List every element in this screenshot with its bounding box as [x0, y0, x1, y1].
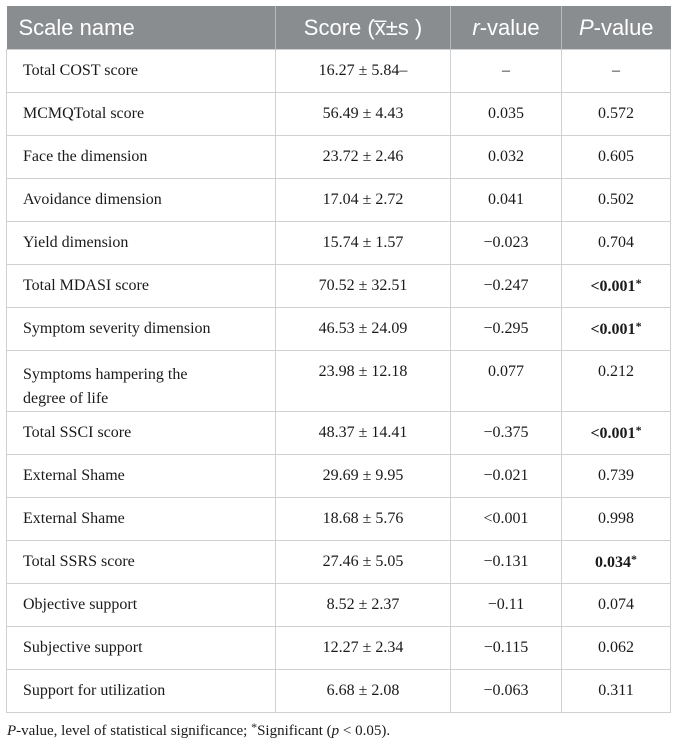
r-value-cell: 0.032 — [451, 136, 562, 179]
p-value-cell: 0.062 — [562, 627, 671, 670]
r-value-cell: −0.11 — [451, 584, 562, 627]
footnote-star: * — [251, 720, 258, 734]
scale-name-cell: MCMQTotal score — [7, 93, 276, 136]
score-cell: 16.27 ± 5.84– — [276, 50, 451, 93]
p-value-text: <0.001 — [590, 278, 636, 295]
p-value-cell: 0.704 — [562, 222, 671, 265]
table-row — [7, 627, 671, 670]
score-cell: 46.53 ± 24.09 — [276, 308, 451, 351]
r-value-cell: −0.247 — [451, 265, 562, 308]
significance-marker: * — [635, 319, 642, 333]
table-footnote — [6, 720, 670, 740]
footnote-p-symbol: P — [7, 723, 17, 739]
table-row — [7, 670, 671, 713]
r-value-cell: 0.077 — [451, 351, 562, 412]
score-cell: 23.72 ± 2.46 — [276, 136, 451, 179]
r-value-cell: 0.035 — [451, 93, 562, 136]
r-value-cell: −0.063 — [451, 670, 562, 713]
scale-name-cell: Face the dimension — [7, 136, 276, 179]
p-value-cell: 0.739 — [562, 455, 671, 498]
table-row — [7, 179, 671, 222]
table-row — [7, 222, 671, 265]
scale-name-cell — [7, 351, 276, 412]
significance-marker: * — [631, 552, 637, 566]
p-value-cell: 0.998 — [562, 498, 671, 541]
footnote-text-2: Significant ( — [257, 723, 332, 739]
r-value-cell: −0.131 — [451, 541, 562, 584]
score-cell: 48.37 ± 14.41 — [276, 412, 451, 455]
correlation-table — [6, 6, 671, 713]
table-row — [7, 455, 671, 498]
table-row — [7, 93, 671, 136]
scale-name-cell: Subjective support — [7, 627, 276, 670]
header-scale-name: Scale name — [7, 6, 276, 50]
scale-name-line-1: Symptoms hampering the — [23, 366, 188, 383]
score-cell: 17.04 ± 2.72 — [276, 179, 451, 222]
table-header-row — [7, 6, 671, 50]
r-value-cell: <0.001 — [451, 498, 562, 541]
p-value-cell — [562, 541, 671, 584]
scale-name-cell: Objective support — [7, 584, 276, 627]
p-value-cell: 0.572 — [562, 93, 671, 136]
r-value-cell: −0.023 — [451, 222, 562, 265]
scale-name-cell: Total SSRS score — [7, 541, 276, 584]
p-value-cell: 0.605 — [562, 136, 671, 179]
footnote-text-1: -value, level of statistical significance; — [16, 723, 252, 739]
r-value-cell: – — [451, 50, 562, 93]
scale-name-cell: Total MDASI score — [7, 265, 276, 308]
table-row — [7, 412, 671, 455]
r-value-cell: −0.115 — [451, 627, 562, 670]
scale-name-cell: Yield dimension — [7, 222, 276, 265]
p-value-cell: 0.502 — [562, 179, 671, 222]
p-value-cell: 0.212 — [562, 351, 671, 412]
table-row — [7, 351, 671, 412]
score-cell: 15.74 ± 1.57 — [276, 222, 451, 265]
table-row — [7, 50, 671, 93]
score-cell: 18.68 ± 5.76 — [276, 498, 451, 541]
p-value-text: <0.001 — [590, 321, 636, 338]
score-cell: 56.49 ± 4.43 — [276, 93, 451, 136]
header-r-suffix: -value — [479, 14, 540, 40]
p-value-cell — [562, 265, 671, 308]
scale-name-cell: Avoidance dimension — [7, 179, 276, 222]
r-value-cell: −0.295 — [451, 308, 562, 351]
header-p-value — [562, 6, 671, 50]
scale-name-cell: External Shame — [7, 455, 276, 498]
r-value-cell: −0.021 — [451, 455, 562, 498]
p-value-text: 0.034 — [595, 554, 631, 571]
table-row — [7, 265, 671, 308]
scale-name-cell: External Shame — [7, 498, 276, 541]
score-cell: 70.52 ± 32.51 — [276, 265, 451, 308]
scale-name-cell: Total COST score — [7, 50, 276, 93]
p-value-cell: – — [562, 50, 671, 93]
r-value-cell: 0.041 — [451, 179, 562, 222]
score-cell: 23.98 ± 12.18 — [276, 351, 451, 412]
scale-name-cell: Symptom severity dimension — [7, 308, 276, 351]
p-value-text: <0.001 — [590, 425, 636, 442]
header-score: Score (x̅±s ) — [276, 6, 451, 50]
results-table-container — [6, 6, 670, 740]
significance-marker: * — [635, 276, 642, 290]
table-row — [7, 136, 671, 179]
header-p-symbol: P — [578, 14, 594, 40]
significance-marker: * — [635, 423, 642, 437]
header-p-suffix: -value — [593, 14, 654, 40]
table-row — [7, 584, 671, 627]
score-cell: 8.52 ± 2.37 — [276, 584, 451, 627]
p-value-cell: 0.311 — [562, 670, 671, 713]
score-cell: 6.68 ± 2.08 — [276, 670, 451, 713]
p-value-cell: 0.074 — [562, 584, 671, 627]
footnote-p-lower: p — [331, 723, 340, 739]
footnote-text-3: < 0.05). — [339, 723, 391, 739]
scale-name-cell: Support for utilization — [7, 670, 276, 713]
scale-name-cell: Total SSCI score — [7, 412, 276, 455]
table-row — [7, 498, 671, 541]
p-value-cell — [562, 308, 671, 351]
header-r-value — [451, 6, 562, 50]
score-cell: 29.69 ± 9.95 — [276, 455, 451, 498]
score-cell: 27.46 ± 5.05 — [276, 541, 451, 584]
r-value-cell: −0.375 — [451, 412, 562, 455]
score-cell: 12.27 ± 2.34 — [276, 627, 451, 670]
scale-name-line-2: degree of life — [23, 390, 109, 407]
p-value-cell — [562, 412, 671, 455]
table-row — [7, 308, 671, 351]
table-row — [7, 541, 671, 584]
header-r-symbol: r — [472, 14, 480, 40]
